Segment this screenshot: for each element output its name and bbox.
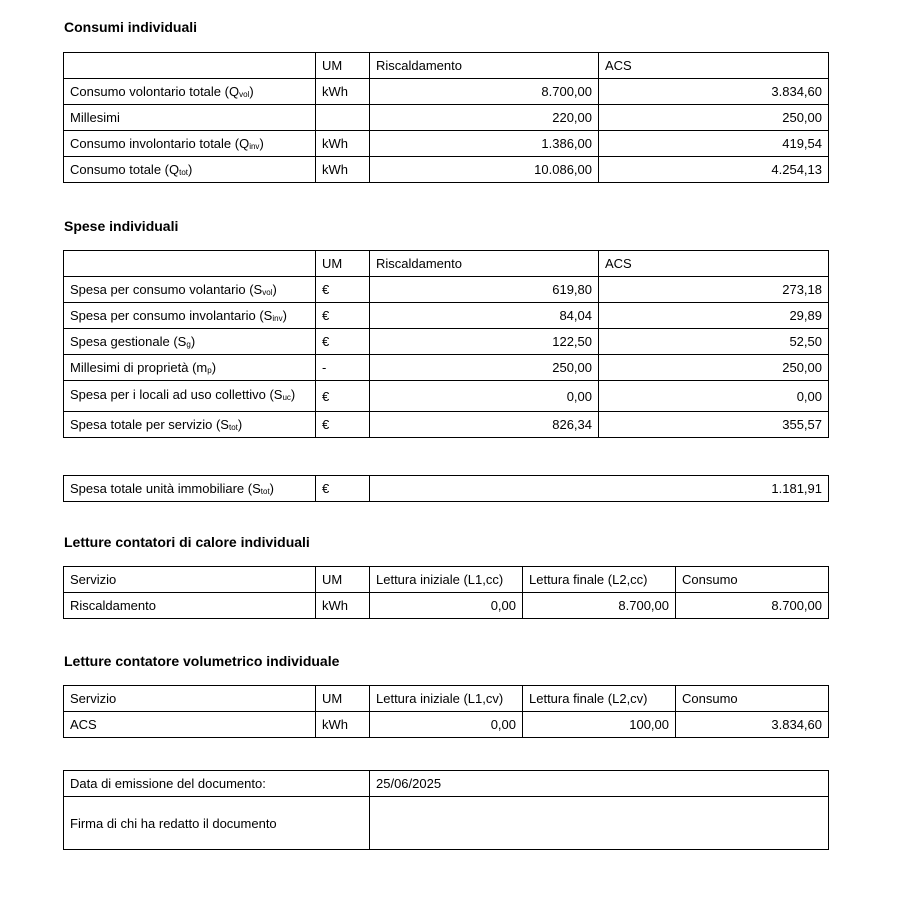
row-lettura-iniziale: 0,00 xyxy=(370,593,523,619)
table-header-row xyxy=(64,686,829,712)
header-cell: UM xyxy=(316,53,370,79)
header-cell: ACS xyxy=(599,251,829,277)
row-um: kWh xyxy=(316,712,370,738)
table-row xyxy=(64,131,829,157)
header-cell: Consumo xyxy=(676,567,829,593)
row-um: € xyxy=(316,381,370,412)
row-riscaldamento: 826,34 xyxy=(370,412,599,438)
totale-value: 1.181,91 xyxy=(370,476,829,502)
row-label: Millesimi xyxy=(64,105,316,131)
header-cell: Consumo xyxy=(676,686,829,712)
volumetrico-table xyxy=(63,685,829,738)
header-cell: Lettura iniziale (L1,cv) xyxy=(370,686,523,712)
consumi-table xyxy=(63,52,829,183)
header-cell xyxy=(64,53,316,79)
row-um: kWh xyxy=(316,157,370,183)
header-cell: Riscaldamento xyxy=(370,53,599,79)
row-acs: 29,89 xyxy=(599,303,829,329)
row-riscaldamento: 220,00 xyxy=(370,105,599,131)
row-um xyxy=(316,105,370,131)
row-um: € xyxy=(316,412,370,438)
row-label: Millesimi di proprietà $(m_p)$ xyxy=(64,355,316,381)
footer-table xyxy=(63,770,829,850)
header-cell: Servizio xyxy=(64,567,316,593)
table-row xyxy=(64,105,829,131)
row-lettura-finale: 8.700,00 xyxy=(523,593,676,619)
row-um: € xyxy=(316,277,370,303)
row-lettura-finale: 100,00 xyxy=(523,712,676,738)
table-row xyxy=(64,329,829,355)
table-row xyxy=(64,157,829,183)
row-riscaldamento: 10.086,00 xyxy=(370,157,599,183)
row-riscaldamento: 8.700,00 xyxy=(370,79,599,105)
table-row xyxy=(64,277,829,303)
row-riscaldamento: 619,80 xyxy=(370,277,599,303)
header-cell: UM xyxy=(316,251,370,277)
row-label: Spesa per i locali ad uso collettivo $(S_{uc})$ xyxy=(64,381,316,412)
row-consumo: 3.834,60 xyxy=(676,712,829,738)
row-consumo: 8.700,00 xyxy=(676,593,829,619)
totale-table xyxy=(63,475,829,502)
table-row xyxy=(64,771,829,797)
section-title-consumi: Consumi individuali xyxy=(64,19,198,35)
row-label: Consumo totale $(Q_{tot})$ xyxy=(64,157,316,183)
row-riscaldamento: 122,50 xyxy=(370,329,599,355)
row-acs: 52,50 xyxy=(599,329,829,355)
row-label: Spesa gestionale $(S_g)$ xyxy=(64,329,316,355)
table-row xyxy=(64,303,829,329)
row-acs: 250,00 xyxy=(599,105,829,131)
header-cell: Servizio xyxy=(64,686,316,712)
row-label: Consumo volontario totale $(Q_{vol})$ xyxy=(64,79,316,105)
table-row xyxy=(64,476,829,502)
row-riscaldamento: 0,00 xyxy=(370,381,599,412)
row-acs: 419,54 xyxy=(599,131,829,157)
row-acs: 250,00 xyxy=(599,355,829,381)
header-cell: Lettura finale (L2,cv) xyxy=(523,686,676,712)
table-row xyxy=(64,412,829,438)
table-row xyxy=(64,712,829,738)
row-um: kWh xyxy=(316,593,370,619)
row-acs: 0,00 xyxy=(599,381,829,412)
table-header-row xyxy=(64,251,829,277)
row-acs: 4.254,13 xyxy=(599,157,829,183)
row-acs: 355,57 xyxy=(599,412,829,438)
row-acs: 3.834,60 xyxy=(599,79,829,105)
calore-table xyxy=(63,566,829,619)
row-label: Spesa per consumo involantario $(S_{inv})$ xyxy=(64,303,316,329)
section-title-spese: Spese individuali xyxy=(64,218,179,234)
row-riscaldamento: 84,04 xyxy=(370,303,599,329)
header-cell: Riscaldamento xyxy=(370,251,599,277)
table-row xyxy=(64,593,829,619)
row-riscaldamento: 250,00 xyxy=(370,355,599,381)
table-header-row xyxy=(64,567,829,593)
row-servizio: ACS xyxy=(64,712,316,738)
data-emissione-label: Data di emissione del documento: xyxy=(64,771,370,797)
row-um: € xyxy=(316,303,370,329)
table-row xyxy=(64,797,829,850)
row-label: Consumo involontario totale $(Q_{inv})$ xyxy=(64,131,316,157)
section-title-calore: Letture contatori di calore individuali xyxy=(64,534,310,550)
row-um: - xyxy=(316,355,370,381)
firma-value xyxy=(370,797,829,850)
table-row xyxy=(64,79,829,105)
table-row xyxy=(64,381,829,412)
firma-label: Firma di chi ha redatto il documento xyxy=(64,797,370,850)
header-cell xyxy=(64,251,316,277)
row-riscaldamento: 1.386,00 xyxy=(370,131,599,157)
row-label: Spesa totale unità immobiliare $(S_{tot})$ xyxy=(64,476,316,502)
header-cell: Lettura finale (L2,cc) xyxy=(523,567,676,593)
row-servizio: Riscaldamento xyxy=(64,593,316,619)
row-lettura-iniziale: 0,00 xyxy=(370,712,523,738)
header-cell: ACS xyxy=(599,53,829,79)
header-cell: Lettura iniziale (L1,cc) xyxy=(370,567,523,593)
row-um: kWh xyxy=(316,131,370,157)
row-um: kWh xyxy=(316,79,370,105)
row-label: Spesa totale per servizio $(S_{tot})$ xyxy=(64,412,316,438)
spese-table xyxy=(63,250,829,438)
row-um: € xyxy=(316,476,370,502)
table-header-row xyxy=(64,53,829,79)
row-um: € xyxy=(316,329,370,355)
row-label: Spesa per consumo volantario $(S_{vol})$ xyxy=(64,277,316,303)
data-emissione-value: 25/06/2025 xyxy=(370,771,829,797)
section-title-volumetrico: Letture contatore volumetrico individuale xyxy=(64,653,340,669)
header-cell: UM xyxy=(316,686,370,712)
header-cell: UM xyxy=(316,567,370,593)
table-row xyxy=(64,355,829,381)
row-acs: 273,18 xyxy=(599,277,829,303)
